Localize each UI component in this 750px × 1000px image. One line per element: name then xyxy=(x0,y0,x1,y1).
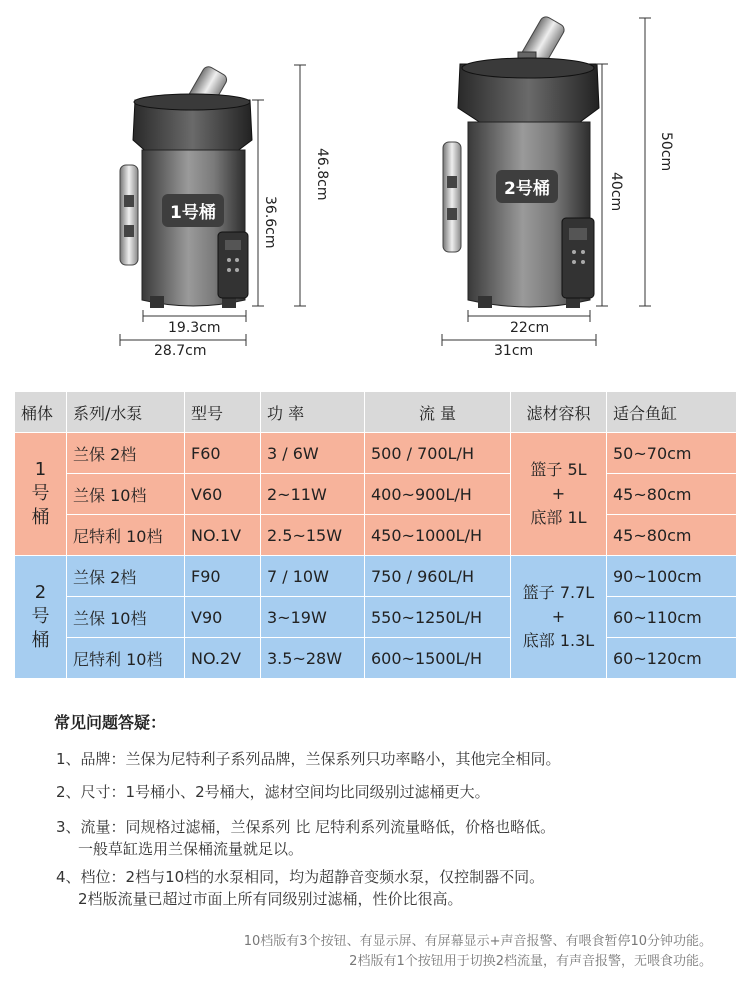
tank-cell: 45~80cm xyxy=(607,474,737,515)
model-cell: NO.1V xyxy=(185,515,261,556)
group1-media: 篮子 5L + 底部 1L xyxy=(511,433,607,556)
power-cell: 3 / 6W xyxy=(261,433,365,474)
flow-cell: 550~1250L/H xyxy=(365,597,511,638)
power-cell: 3.5~28W xyxy=(261,638,365,679)
tub1-body-width: 19.3cm xyxy=(168,320,221,336)
table-row xyxy=(15,433,737,474)
filter-drawings xyxy=(0,0,750,380)
tank-cell: 45~80cm xyxy=(607,515,737,556)
header-flow: 流 量 xyxy=(365,392,511,433)
flow-cell: 500 / 700L/H xyxy=(365,433,511,474)
tank-cell: 60~120cm xyxy=(607,638,737,679)
faq-title: 常见问题答疑： xyxy=(54,713,167,732)
tub2-total-width: 31cm xyxy=(494,343,534,359)
flow-cell: 400~900L/H xyxy=(365,474,511,515)
series-cell: 尼特利 10档 xyxy=(67,638,185,679)
faq-item-flow: 3、流量：同规格过滤桶，兰保系列 比 尼特利系列流量略低，价格也略低。 一般草缸选用兰保桶流量就足以。 xyxy=(56,818,556,858)
table-row xyxy=(15,515,737,556)
tub2-badge: 2号桶 xyxy=(496,170,558,203)
tub1-total-height: 46.8cm xyxy=(314,148,330,201)
faq-item-brand: 1、品牌：兰保为尼特利子系列品牌，兰保系列只功率略小，其他完全相同。 xyxy=(56,750,561,768)
table-row xyxy=(15,597,737,638)
header-power: 功 率 xyxy=(261,392,365,433)
power-cell: 2.5~15W xyxy=(261,515,365,556)
power-cell: 2~11W xyxy=(261,474,365,515)
faq-item-size: 2、尺寸：1号桶小、2号桶大，滤材空间均比同级别过滤桶更大。 xyxy=(56,783,490,801)
group1-label: 1 号 桶 xyxy=(15,433,67,556)
tub2-body-height: 40cm xyxy=(608,172,624,212)
model-cell: V90 xyxy=(185,597,261,638)
spec-table xyxy=(14,391,737,679)
header-model: 型号 xyxy=(185,392,261,433)
product-illustration xyxy=(0,0,750,380)
tub2-body-width: 22cm xyxy=(510,320,550,336)
note-2-gear: 2档版有1个按钮用于切换2档流量，有声音报警，无喂食功能。 xyxy=(349,954,712,969)
header-media: 滤材容积 xyxy=(511,392,607,433)
header-tub: 桶体 xyxy=(15,392,67,433)
faq-item-gear: 4、档位：2档与10档的水泵相同，均为超静音变频水泵，仅控制器不同。 2档版流量已超过市面上所有同级别过滤桶，性价比很高。 xyxy=(56,868,545,908)
flow-cell: 600~1500L/H xyxy=(365,638,511,679)
tub1-body-height: 36.6cm xyxy=(262,196,278,249)
series-cell: 尼特利 10档 xyxy=(67,515,185,556)
series-cell: 兰保 2档 xyxy=(67,433,185,474)
flow-cell: 750 / 960L/H xyxy=(365,556,511,597)
model-cell: NO.2V xyxy=(185,638,261,679)
table-row xyxy=(15,556,737,597)
tank-cell: 50~70cm xyxy=(607,433,737,474)
tank-cell: 90~100cm xyxy=(607,556,737,597)
tub1-total-width: 28.7cm xyxy=(154,343,207,359)
flow-cell: 450~1000L/H xyxy=(365,515,511,556)
table-row xyxy=(15,474,737,515)
header-series: 系列/水泵 xyxy=(67,392,185,433)
tank-cell: 60~110cm xyxy=(607,597,737,638)
series-cell: 兰保 10档 xyxy=(67,474,185,515)
model-cell: V60 xyxy=(185,474,261,515)
table-row xyxy=(15,638,737,679)
series-cell: 兰保 2档 xyxy=(67,556,185,597)
tub2-total-height: 50cm xyxy=(658,132,674,172)
header-tank: 适合鱼缸 xyxy=(607,392,737,433)
tub1-badge: 1号桶 xyxy=(162,194,224,227)
group2-label: 2 号 桶 xyxy=(15,556,67,679)
model-cell: F60 xyxy=(185,433,261,474)
note-10-gear: 10档版有3个按钮、有显示屏、有屏幕显示+声音报警、有喂食暂停10分钟功能。 xyxy=(243,934,712,949)
power-cell: 3~19W xyxy=(261,597,365,638)
power-cell: 7 / 10W xyxy=(261,556,365,597)
group2-media: 篮子 7.7L + 底部 1.3L xyxy=(511,556,607,679)
table-header-row xyxy=(15,392,737,433)
series-cell: 兰保 10档 xyxy=(67,597,185,638)
model-cell: F90 xyxy=(185,556,261,597)
